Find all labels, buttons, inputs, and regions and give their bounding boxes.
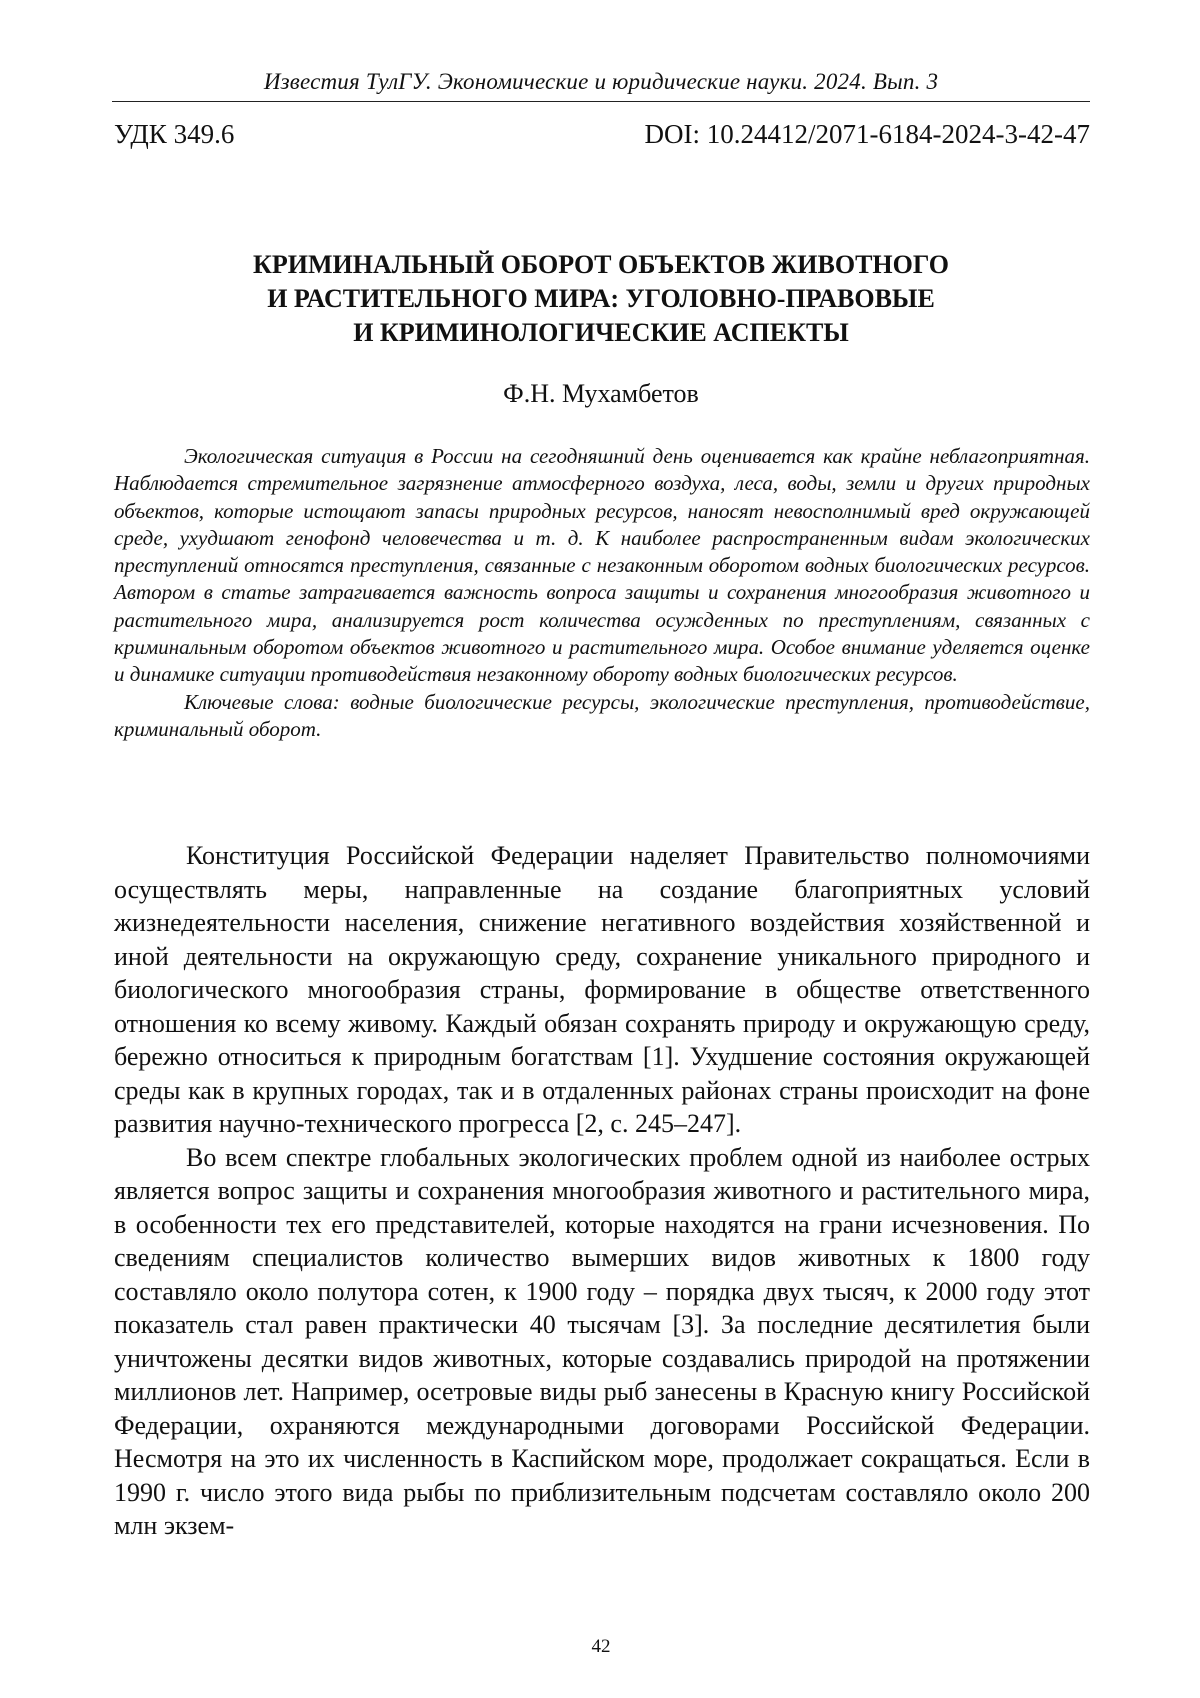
abstract-text: Экологическая ситуация в России на сегодняшний день оценивается как крайне неблагоприятная. Наблюдается стремительное загрязнение атмосферного воздуха, леса, воды, земли и других природных объектов, которые истощают запасы природных ресурсов, наносят невосполнимый вред окружающей среде, ухудшают генофонд человечества и т. д. К наиболее распространенным видам экологических преступлений относятся преступления, связанные с незаконным оборотом водных биологических ресурсов. Автором в статье затрагивается важность вопроса защиты и сохранения многообразия животного и растительного мира, анализируется рост количества осужденных по преступлениям, связанных с криминальным оборотом объектов животного и растительного мира. Особое внимание уделяется оценке и динамике ситуации противодействия незаконному обороту водных биологических ресурсов. [114, 444, 1090, 687]
udc-code: УДК 349.6 [114, 119, 235, 149]
doi-identifier: DOI: 10.24412/2071-6184-2024-3-42-47 [644, 119, 1090, 149]
body-paragraph-2: Во всем спектре глобальных экологических проблем одной из наиболее острых является вопрос защиты и сохранения многообразия животного и растительного мира, в особенности тех его представителей, которые находятся на грани исчезновения. По сведениям специалистов количество вымерших видов животных к 1800 году составляло около полутора сотен, к 1900 году – порядка двух тысяч, к 2000 году этот показатель стал равен практически 40 тысячам [3]. За последние десятилетия были уничтожены десятки видов животных, которые создавались природой на протяжении миллионов лет. Например, осетровые виды рыб занесены в Красную книгу Российской Федерации, охраняются международными договорами Российской Федерации. Несмотря на это их численность в Каспийском море, продолжает сокращаться. Если в 1990 г. число этого вида рыбы по приблизительным подсчетам составляло около 200 млн экзем- [114, 1142, 1090, 1540]
title-line-1: КРИМИНАЛЬНЫЙ ОБОРОТ ОБЪЕКТОВ ЖИВОТНОГО [253, 250, 949, 279]
header-divider [112, 101, 1090, 102]
running-header: Известия ТулГУ. Экономические и юридические науки. 2024. Вып. 3 [263, 69, 939, 94]
article-title [112, 248, 1090, 350]
title-line-3: И КРИМИНОЛОГИЧЕСКИЕ АСПЕКТЫ [353, 318, 849, 347]
title-line-2: И РАСТИТЕЛЬНОГО МИРА: УГОЛОВНО-ПРАВОВЫЕ [267, 284, 935, 313]
page-number: 42 [591, 1636, 611, 1657]
author-name: Ф.Н. Мухамбетов [503, 379, 699, 408]
keywords: Ключевые слова: водные биологические ресурсы, экологические преступления, противодействие, криминальный оборот. [114, 689, 1090, 741]
abstract [114, 443, 1090, 743]
article-body [114, 839, 1090, 1543]
body-paragraph-1: Конституция Российской Федерации наделяет Правительство полномочиями осуществлять меры, направленные на создание благоприятных условий жизнедеятельности населения, снижение негативного воздействия хозяйственной и иной деятельности на окружающую среду, сохранение уникального природного и биологического многообразия страны, формирование в обществе ответственного отношения ко всему живому. Каждый обязан сохранять природу и окружающую среду, бережно относиться к природным богатствам [1]. Ухудшение состояния окружающей среды как в крупных городах, так и в отдаленных районах страны происходит на фоне развития научно-технического прогресса [2, с. 245–247]. [114, 841, 1090, 1138]
